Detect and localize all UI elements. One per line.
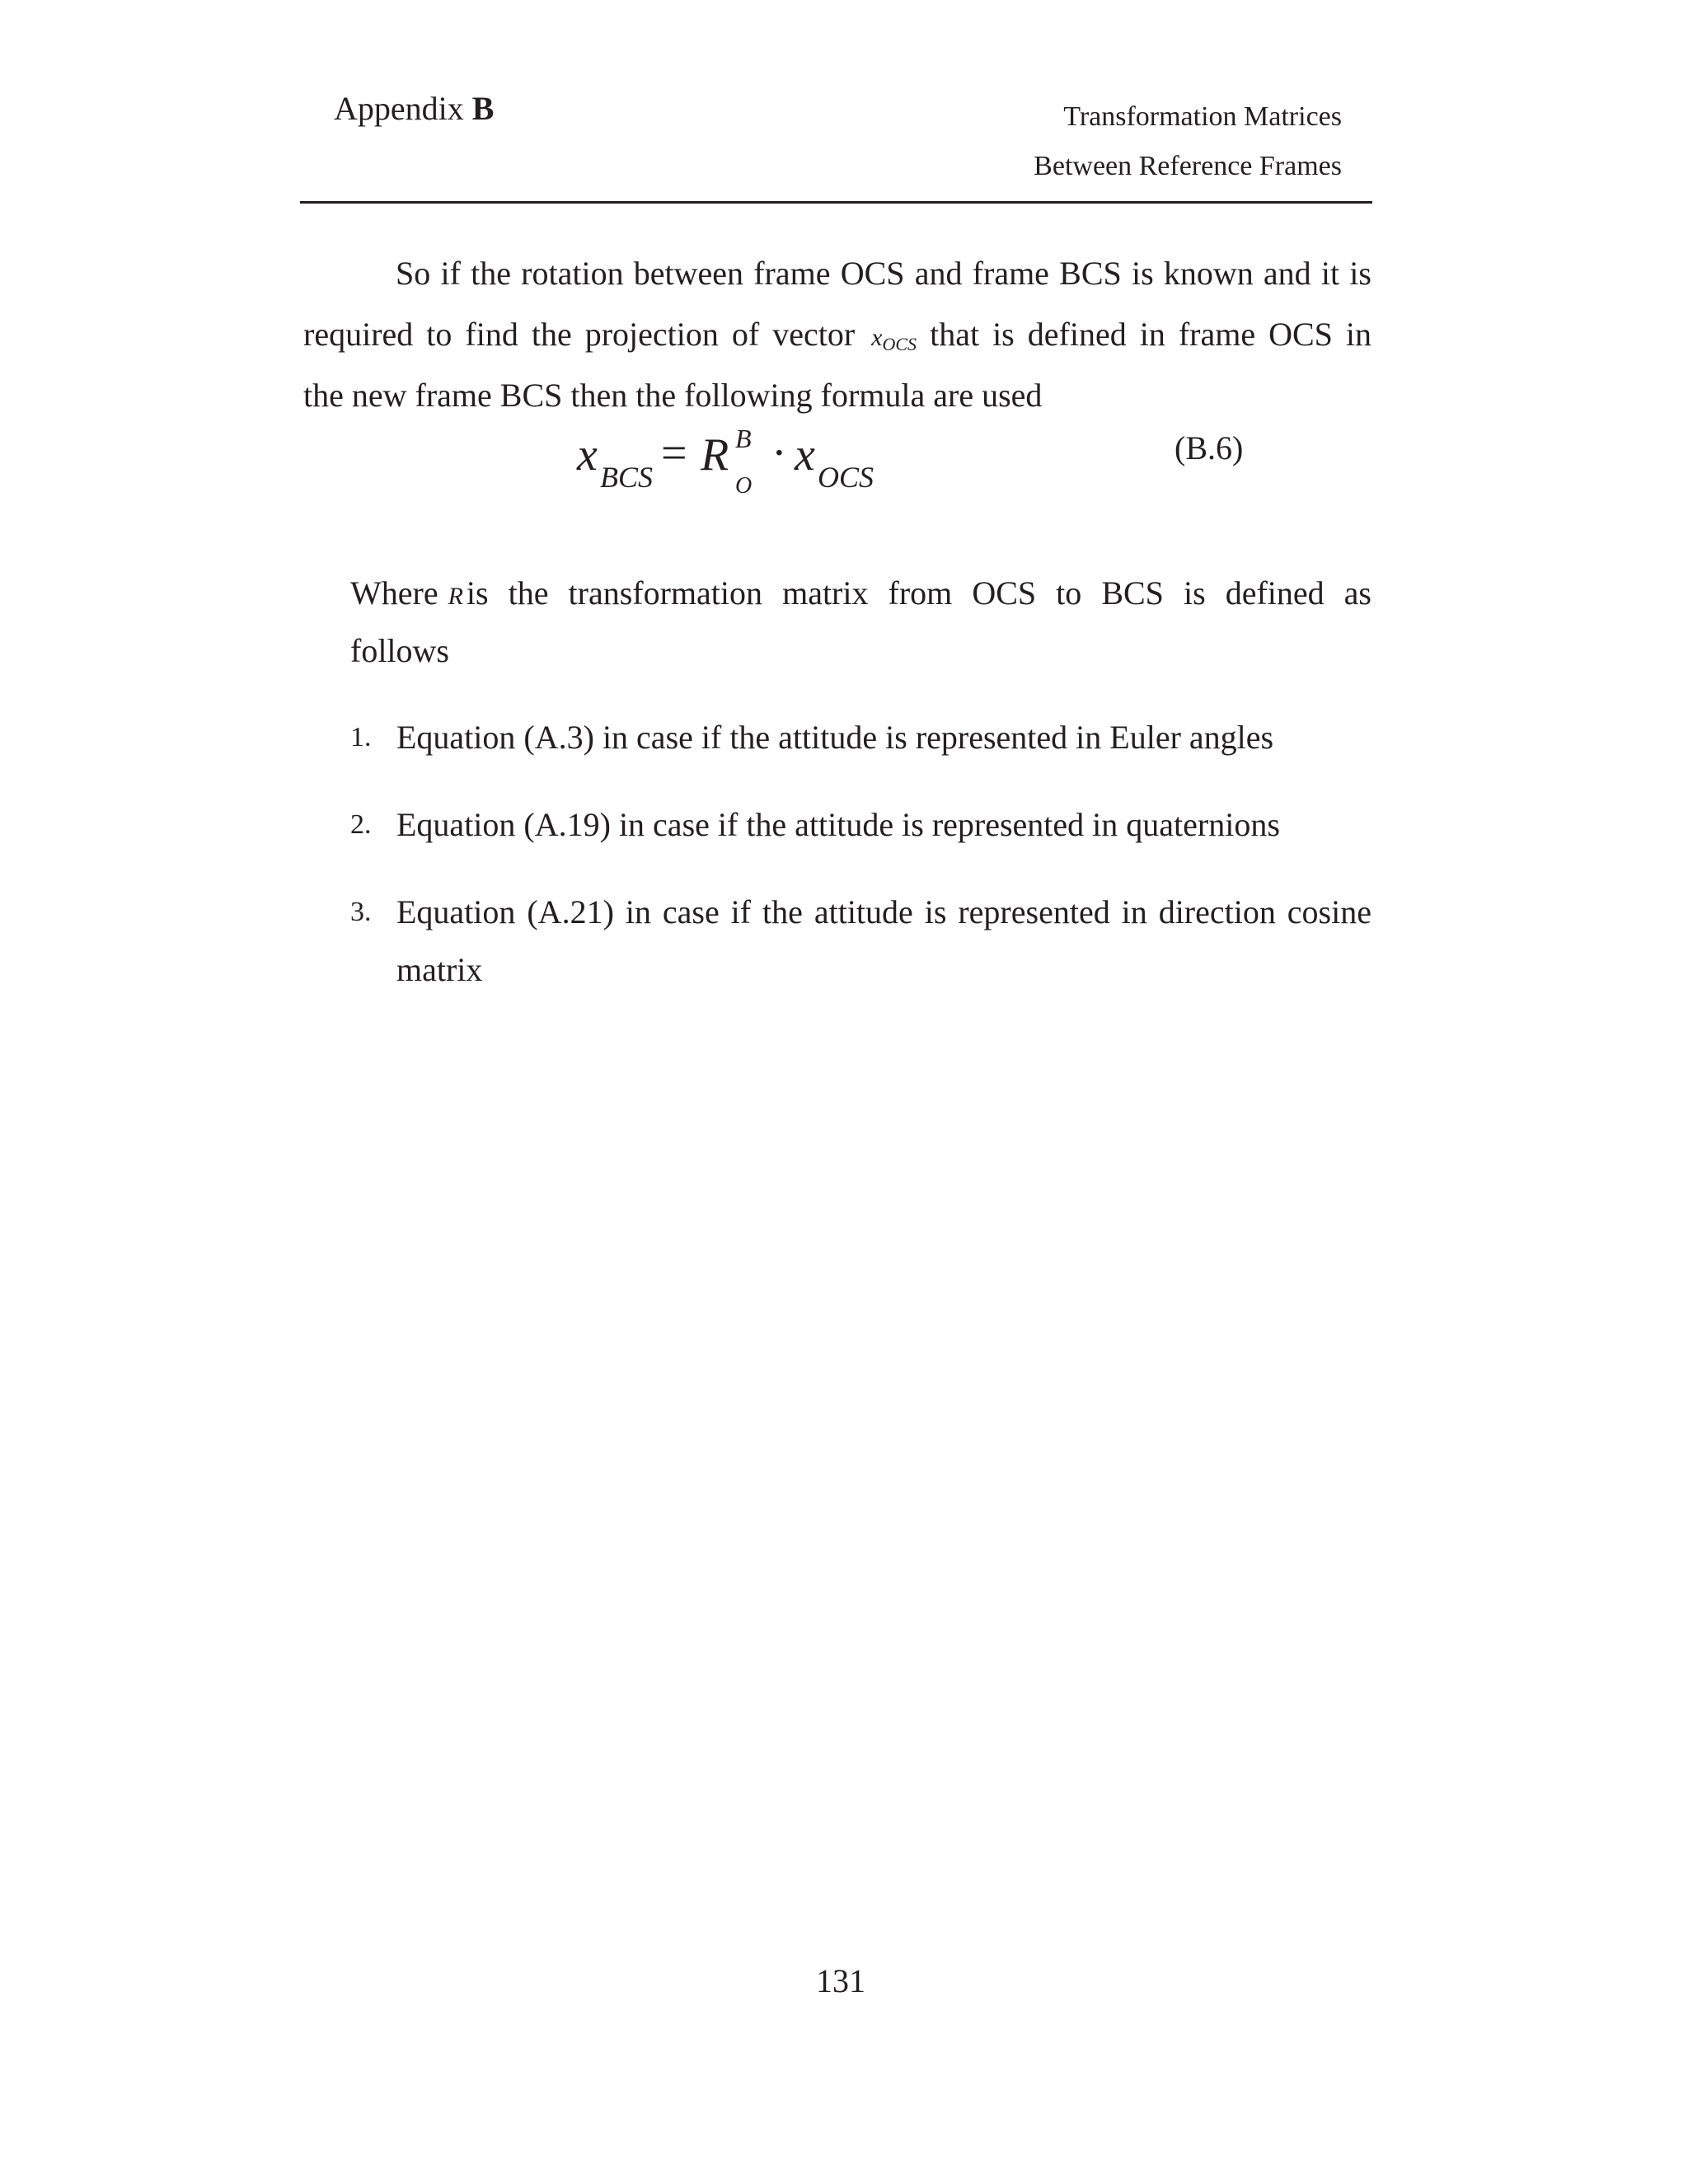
header-divider: [300, 201, 1372, 204]
equation-rhs: x: [795, 429, 815, 480]
body-paragraph: [303, 243, 1372, 426]
paragraph-line-2: [303, 304, 1372, 365]
list-item-text-continued: matrix: [396, 951, 483, 988]
paragraph-line-3: the new frame BCS then the following formula are used: [303, 377, 1043, 414]
equation-equals: =: [661, 428, 687, 479]
list-item: [350, 883, 1372, 999]
equation-number: (B.6): [1175, 429, 1244, 466]
list-item-number: 1.: [350, 722, 372, 752]
equation-matrix: R: [701, 429, 729, 480]
where-line-2: follows: [350, 632, 449, 669]
header-chapter: [334, 89, 494, 128]
equation-lhs-subscript: BCS: [600, 461, 654, 494]
equation-rhs-subscript: OCS: [818, 461, 874, 494]
list-item: [350, 709, 1372, 766]
paragraph-line-2-after: that is defined in frame OCS in: [930, 316, 1372, 353]
list-item-text: Equation (A.3) in case if the attitude is represented in Euler angles: [396, 719, 1274, 756]
equation-reference-list: [350, 709, 1372, 1029]
list-item-text: Equation (A.21) in case if the attitude is represented in direction cosine: [396, 893, 1372, 930]
header-section-title: [1034, 92, 1342, 191]
header-chapter-letter: B: [471, 90, 495, 127]
where-word: Where: [350, 574, 438, 612]
where-matrix-symbol: R: [448, 583, 463, 610]
list-item-text: Equation (A.19) in case if the attitude is represented in quaternions: [396, 806, 1280, 843]
where-line-1-rest: is the transformation matrix from OCS to BCS is defined as: [466, 574, 1372, 612]
equation-matrix-subscript: O: [735, 473, 753, 499]
inline-vector-symbol: [868, 324, 917, 354]
where-line-1: [350, 565, 1372, 622]
list-item: [350, 796, 1372, 854]
equation-lhs: x: [577, 429, 598, 480]
equation-matrix-superscript: B: [735, 424, 752, 453]
inline-vector-subscript: OCS: [882, 334, 917, 354]
page-number: 131: [816, 1962, 865, 1999]
paragraph-line-2-before: required to find the projection of vector: [303, 316, 856, 353]
header-title-line-1: Transformation Matrices: [1063, 101, 1342, 132]
list-item-number: 2.: [350, 809, 372, 840]
header-chapter-prefix: Appendix: [334, 90, 464, 127]
equation-dot: ·: [771, 428, 787, 479]
list-item-number: 3.: [350, 897, 372, 927]
paragraph-line-1: So if the rotation between frame OCS and frame BCS is known and it is: [396, 255, 1372, 292]
inline-vector-letter: x: [871, 324, 883, 351]
header-title-line-2: Between Reference Frames: [1034, 151, 1342, 181]
where-paragraph: [350, 565, 1372, 680]
